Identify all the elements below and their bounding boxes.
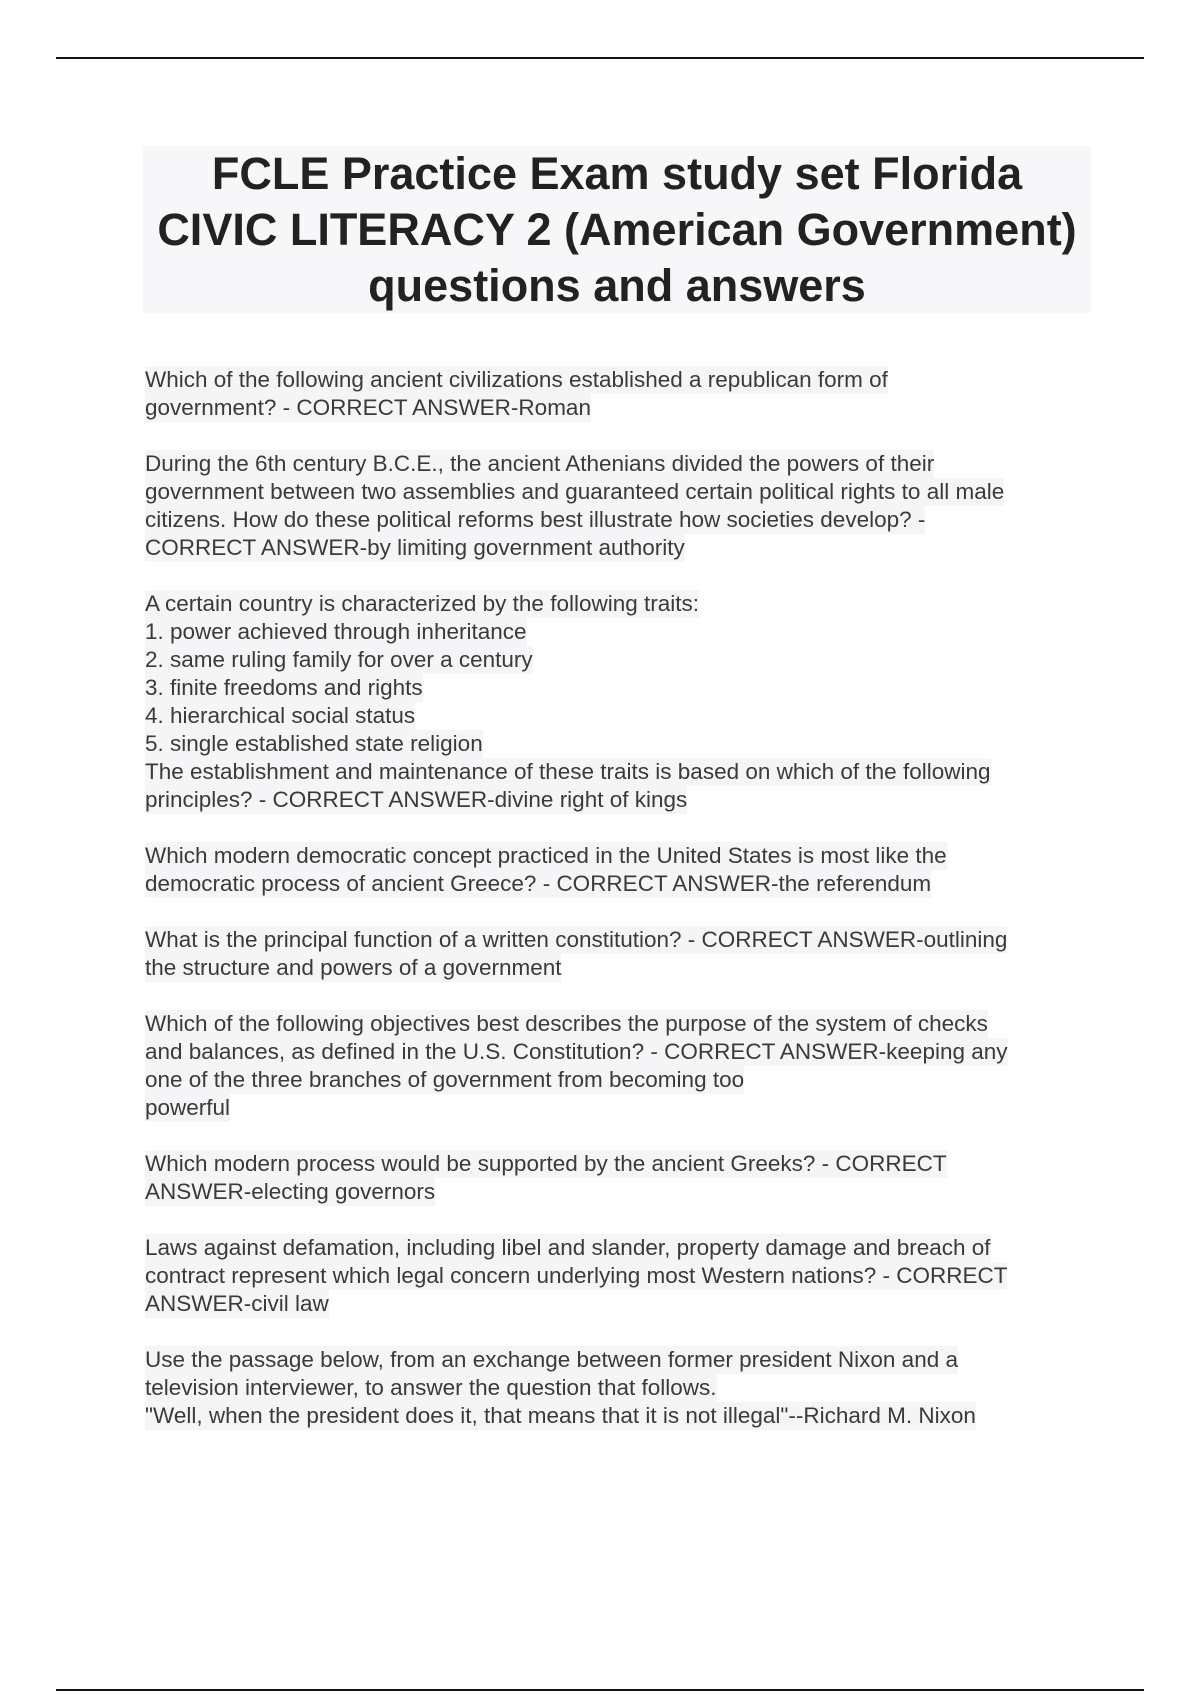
top-divider — [56, 57, 1144, 59]
text-line: ANSWER-civil law — [145, 1291, 329, 1316]
bottom-divider — [56, 1689, 1144, 1691]
list-line: 3. finite freedoms and rights — [145, 675, 423, 700]
qa-list — [145, 366, 1085, 1458]
text-line: Which modern democratic concept practiced in the United States is most like the — [145, 843, 947, 868]
text-line: Which modern process would be supported by the ancient Greeks? - CORRECT — [145, 1151, 947, 1176]
list-line: 4. hierarchical social status — [145, 703, 416, 728]
quote-line: "Well, when the president does it, that means that it is not illegal"--Richard M. Nixon — [145, 1403, 976, 1428]
list-line: 5. single established state religion — [145, 731, 483, 756]
text-line: democratic process of ancient Greece? - CORRECT ANSWER-the referendum — [145, 871, 932, 896]
qa-item — [145, 1150, 1085, 1206]
text-line: the structure and powers of a government — [145, 955, 562, 980]
text-line: contract represent which legal concern underlying most Western nations? - CORRECT — [145, 1263, 1008, 1288]
text-line: and balances, as defined in the U.S. Constitution? - CORRECT ANSWER-keeping any — [145, 1039, 1008, 1064]
text-line: During the 6th century B.C.E., the ancient Athenians divided the powers of their — [145, 451, 935, 476]
list-line: 1. power achieved through inheritance — [145, 619, 527, 644]
document-title: FCLE Practice Exam study set Florida CIVIC LITERACY 2 (American Government) questions and answers — [157, 147, 1077, 311]
text-line: Use the passage below, from an exchange between former president Nixon and a — [145, 1347, 958, 1372]
qa-item — [145, 1346, 1085, 1430]
text-line: Which of the following ancient civilizations established a republican form of — [145, 367, 888, 392]
text-line: Laws against defamation, including libel and slander, property damage and breach of — [145, 1235, 991, 1260]
text-line: principles? - CORRECT ANSWER-divine right of kings — [145, 787, 688, 812]
text-line: What is the principal function of a written constitution? - CORRECT ANSWER-outlining — [145, 927, 1008, 952]
qa-item — [145, 926, 1085, 982]
text-line: television interviewer, to answer the question that follows. — [145, 1375, 717, 1400]
qa-item — [145, 450, 1085, 562]
text-line: powerful — [145, 1095, 231, 1120]
text-line: A certain country is characterized by the following traits: — [145, 591, 700, 616]
text-line: government? - CORRECT ANSWER-Roman — [145, 395, 591, 420]
title-banner — [143, 146, 1091, 313]
qa-item — [145, 366, 1085, 422]
text-line: ANSWER-electing governors — [145, 1179, 436, 1204]
qa-item — [145, 842, 1085, 898]
text-line: one of the three branches of government from becoming too — [145, 1067, 745, 1092]
qa-item — [145, 1010, 1085, 1122]
text-line: government between two assemblies and guaranteed certain political rights to all male — [145, 479, 1005, 504]
text-line: Which of the following objectives best describes the purpose of the system of checks — [145, 1011, 988, 1036]
list-line: 2. same ruling family for over a century — [145, 647, 533, 672]
text-line: The establishment and maintenance of these traits is based on which of the following — [145, 759, 991, 784]
text-line: citizens. How do these political reforms best illustrate how societies develop? - — [145, 507, 926, 532]
text-line: CORRECT ANSWER-by limiting government authority — [145, 535, 685, 560]
qa-item — [145, 590, 1085, 814]
qa-item — [145, 1234, 1085, 1318]
